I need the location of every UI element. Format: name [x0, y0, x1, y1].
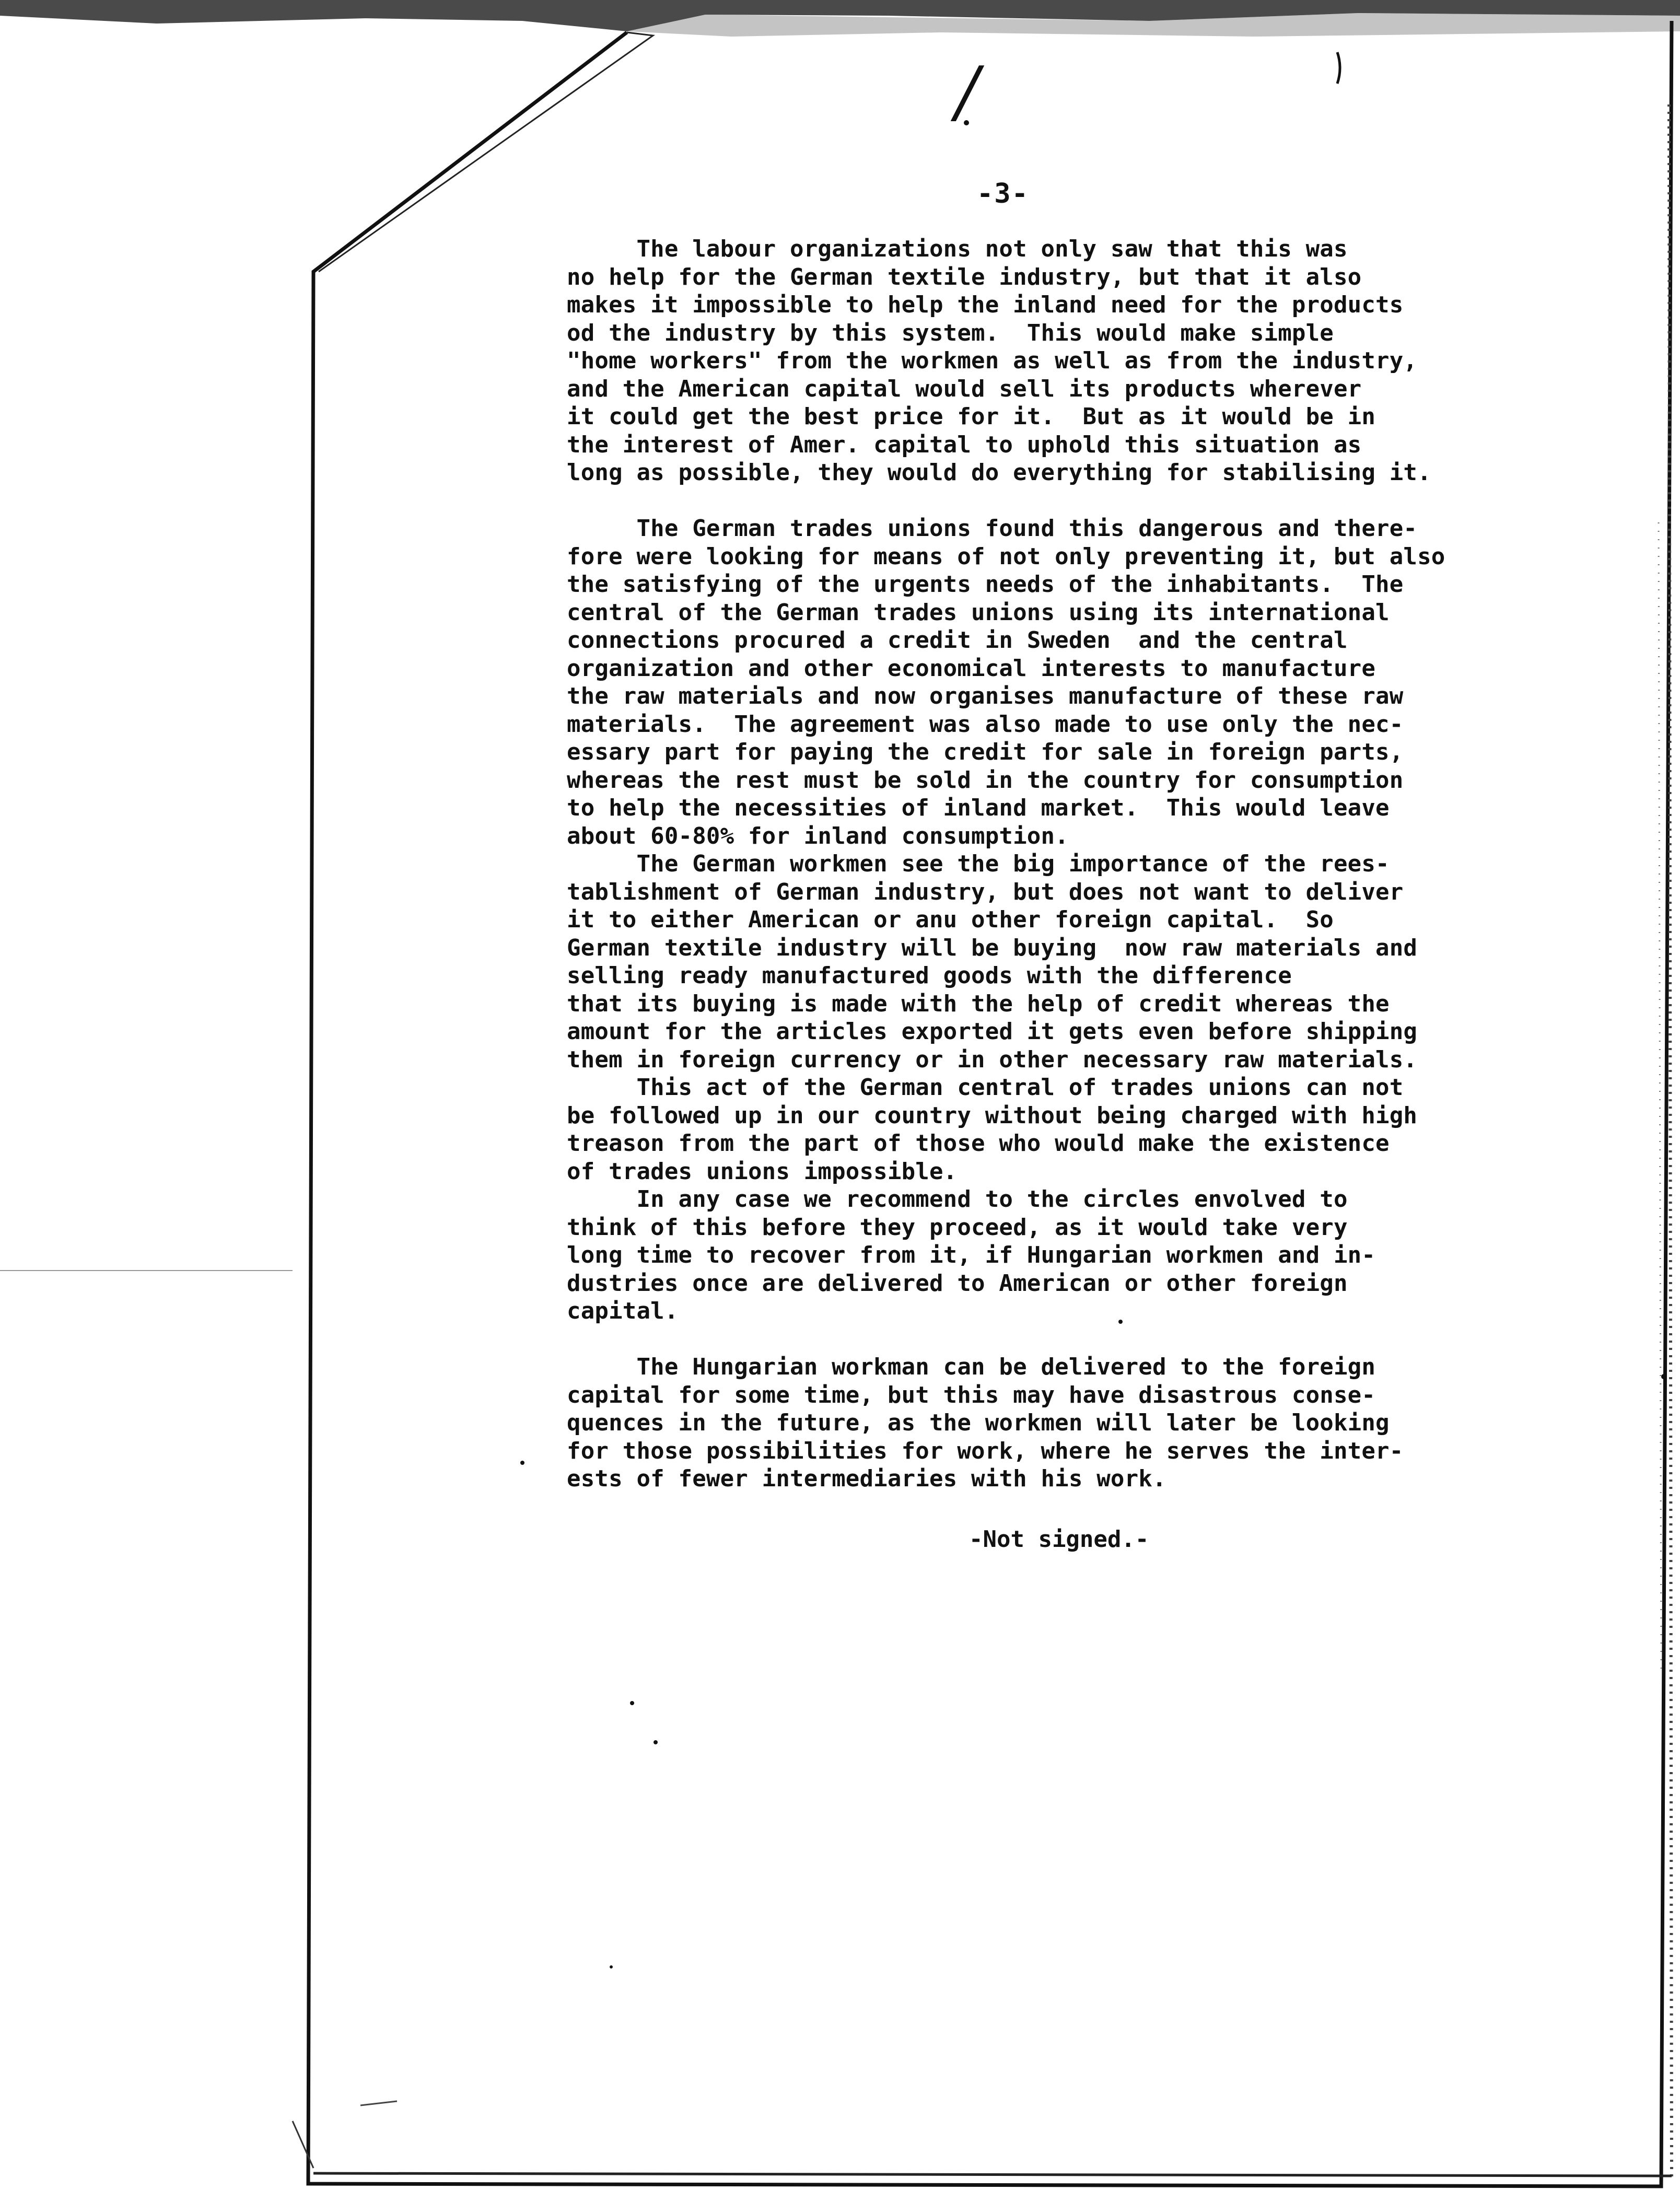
text-line: quences in the future, as the workmen will later be looking — [567, 1409, 1390, 1436]
text-line: of trades unions impossible. — [567, 1158, 958, 1185]
text-line: selling ready manufactured goods with the difference — [567, 962, 1292, 989]
text-line: "home workers" from the workmen as well as from the industry, — [567, 347, 1418, 374]
text-line: them in foreign currency or in other necessary raw materials. — [567, 1046, 1418, 1073]
text-line: the satisfying of the urgents needs of the inhabitants. The — [567, 571, 1404, 598]
text-line: The labour organizations not only saw that this was — [567, 236, 1348, 262]
text-line: think of this before they proceed, as it would take very — [567, 1214, 1348, 1241]
text-line: amount for the articles exported it gets even before shipping — [567, 1018, 1418, 1045]
text-line: and the American capital would sell its products wherever — [567, 375, 1362, 402]
text-line: long as possible, they would do everything for stabilising it. — [567, 459, 1431, 486]
text-line: capital. — [567, 1298, 679, 1324]
paragraph-gap — [567, 487, 1632, 515]
signature-line: -Not signed.- — [969, 1526, 1149, 1553]
text-line: The German workmen see the big importance of the rees- — [567, 851, 1390, 877]
letter-body — [567, 235, 1632, 1493]
paragraph — [567, 1353, 1632, 1493]
text-line: This act of the German central of trades unions can not — [567, 1074, 1404, 1101]
text-line: The German trades unions found this dangerous and there- — [567, 515, 1418, 542]
text-line: essary part for paying the credit for sale in foreign parts, — [567, 739, 1404, 765]
text-line: organization and other economical interests to manufacture — [567, 655, 1376, 682]
text-line: it to either American or anu other foreign capital. So — [567, 906, 1334, 933]
text-line: capital for some time, but this may have disastrous conse- — [567, 1381, 1376, 1408]
text-line: fore were looking for means of not only preventing it, but also — [567, 543, 1445, 570]
handwritten-mark: / — [956, 52, 979, 131]
text-line: central of the German trades unions using its international — [567, 599, 1390, 626]
text-line: od the industry by this system. This would make simple — [567, 319, 1334, 346]
text-line: to help the necessities of inland market. This would leave — [567, 795, 1390, 821]
text-line: the interest of Amer. capital to uphold this situation as — [567, 431, 1362, 458]
text-line: about 60-80% for inland consumption. — [567, 822, 1069, 849]
text-line: German textile industry will be buying now raw materials and — [567, 934, 1418, 961]
text-line: materials. The agreement was also made to use only the nec- — [567, 710, 1404, 738]
text-line: long time to recover from it, if Hungarian workmen and in- — [567, 1242, 1376, 1268]
paragraph — [567, 515, 1632, 1325]
text-line: In any case we recommend to the circles envolved to — [567, 1186, 1348, 1213]
text-line: The Hungarian workman can be delivered to the foreign — [567, 1354, 1376, 1380]
paragraph-gap — [567, 1325, 1632, 1354]
paragraph — [567, 235, 1632, 487]
text-line: ests of fewer intermediaries with his work. — [567, 1465, 1166, 1492]
text-line: dustries once are delivered to American or other foreign — [567, 1269, 1348, 1297]
text-line: makes it impossible to help the inland need for the products — [567, 292, 1404, 318]
text-line: whereas the rest must be sold in the country for consumption — [567, 766, 1404, 794]
text-line: connections procured a credit in Sweden and the central — [567, 627, 1348, 654]
text-line: it could get the best price for it. But as it would be in — [567, 403, 1376, 430]
text-line: no help for the German textile industry, but that it also — [567, 263, 1362, 290]
text-line: tablishment of German industry, but does not want to deliver — [567, 878, 1404, 905]
text-line: treason from the part of those who would make the existence — [567, 1130, 1390, 1157]
page-number: -3- — [977, 178, 1029, 209]
text-line: be followed up in our country without being charged with high — [567, 1102, 1418, 1129]
text-line: that its buying is made with the help of credit whereas the — [567, 990, 1390, 1017]
text-line: for those possibilities for work, where he serves the inter- — [567, 1437, 1404, 1464]
text-line: the raw materials and now organises manufacture of these raw — [567, 683, 1404, 709]
